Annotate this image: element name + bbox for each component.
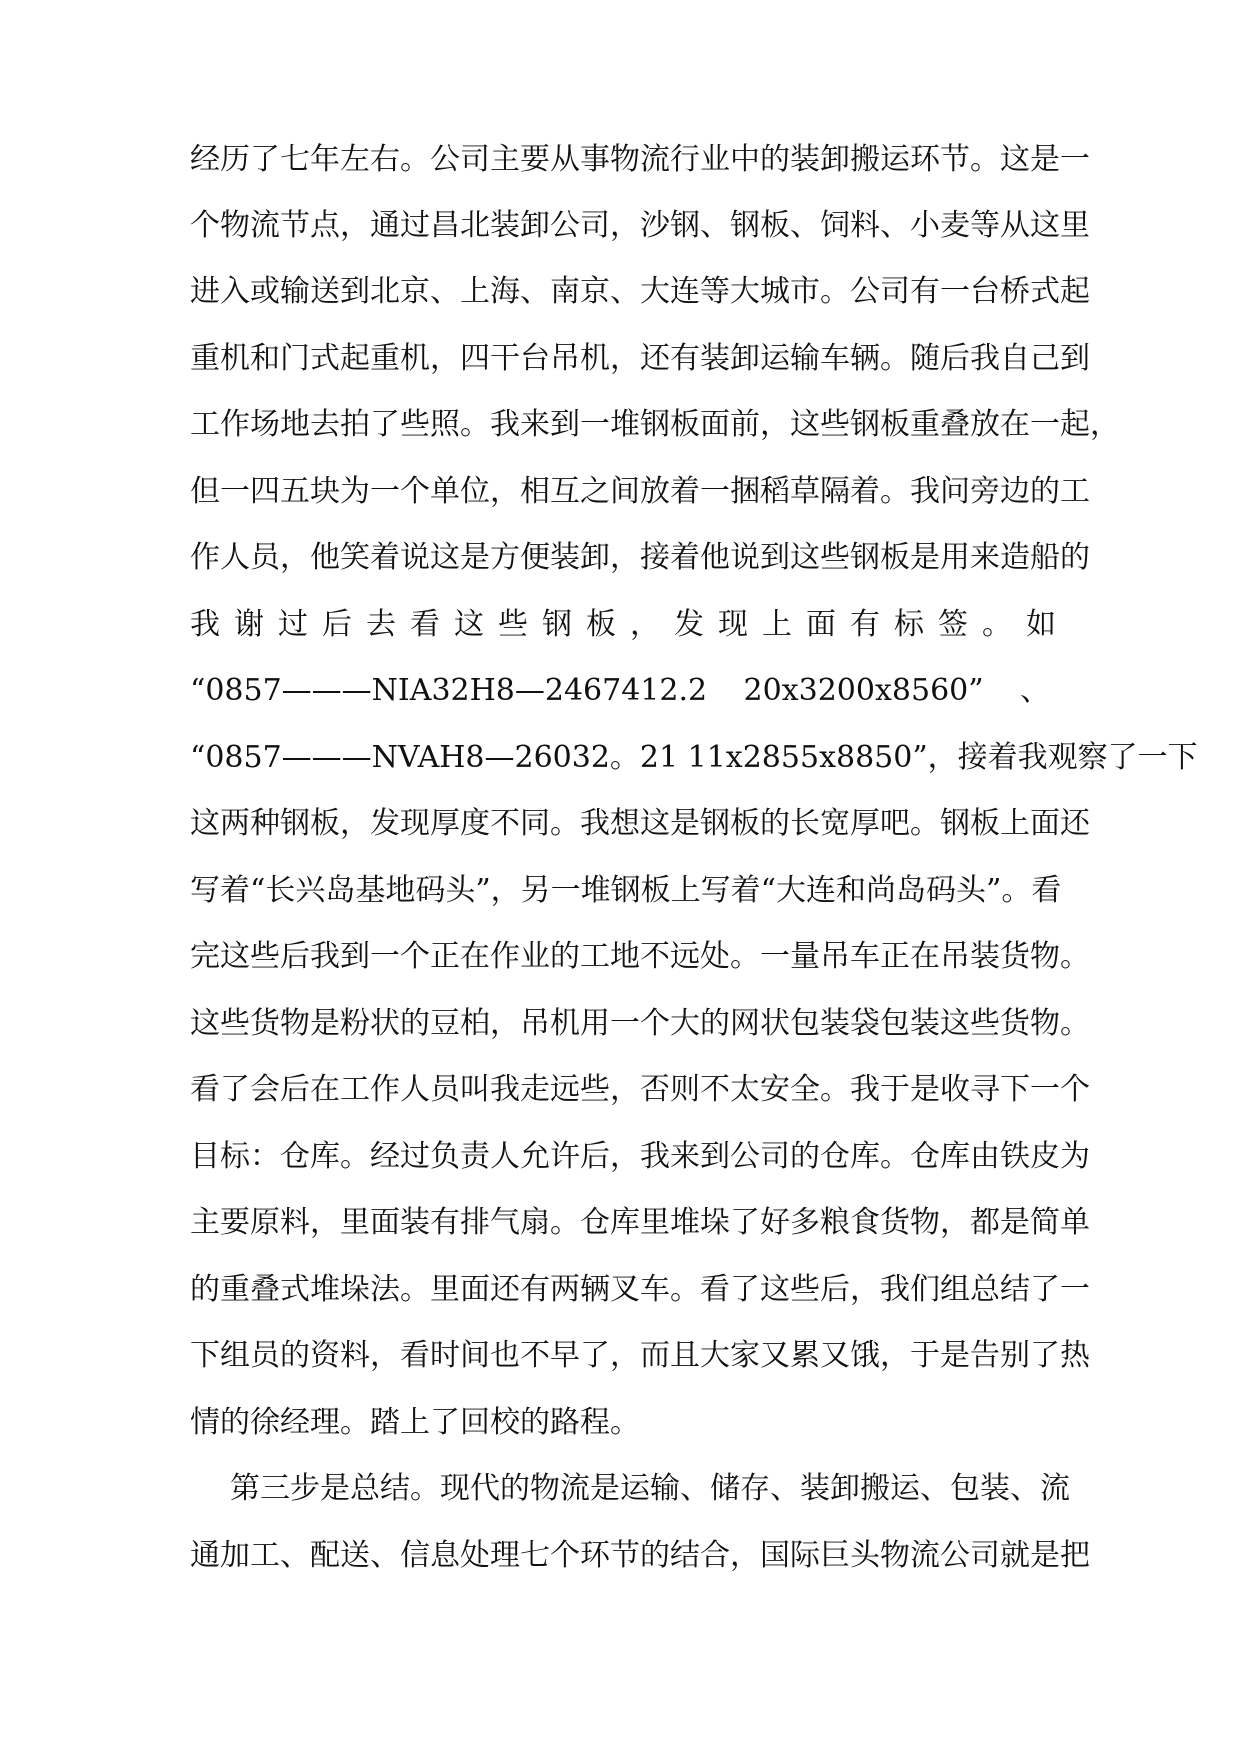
text-line: 情的徐经理。踏上了回校的路程。 bbox=[190, 1405, 640, 1440]
text-line: 下组员的资料，看时间也不早了，而且大家又累又饿，于是告别了热 bbox=[190, 1338, 1090, 1373]
text-line: 这两种钢板，发现厚度不同。我想这是钢板的长宽厚吧。钢板上面还 bbox=[190, 806, 1090, 841]
text-line-tag bbox=[190, 658, 1050, 724]
paragraph-first-line: 第三步是总结。现代的物流是运输、储存、装卸搬运、包装、流 bbox=[230, 1471, 1070, 1506]
text-line: 工作场地去拍了些照。我来到一堆钢板面前，这些钢板重叠放在一起， bbox=[190, 407, 1120, 442]
text-line: 但一四五块为一个单位，相互之间放着一捆稻草隔着。我问旁边的工 bbox=[190, 474, 1090, 509]
text-line: 经历了七年左右。公司主要从事物流行业中的装卸搬运环节。这是一 bbox=[190, 142, 1090, 177]
tag-code-1: “0857———NIA32H8—2467412.2 bbox=[190, 673, 708, 708]
text-line: 这些货物是粉状的豆柏，吊机用一个大的网状包装袋包装这些货物。 bbox=[190, 1006, 1090, 1041]
text-line: 我谢过后去看这些钢板，发现上面有标签。如 bbox=[190, 607, 1070, 642]
tag-dims-1: 20x3200x8560” bbox=[743, 673, 984, 708]
text-line: 写着“长兴岛基地码头”，另一堆钢板上写着“大连和尚岛码头”。看 bbox=[190, 873, 1062, 908]
tag-separator: 、 bbox=[1020, 673, 1050, 708]
text-line: 个物流节点，通过昌北装卸公司，沙钢、钢板、饲料、小麦等从这里 bbox=[190, 208, 1090, 243]
text-line: 通加工、配送、信息处理七个环节的结合，国际巨头物流公司就是把 bbox=[190, 1538, 1090, 1573]
text-line: 看了会后在工作人员叫我走远些，否则不太安全。我于是收寻下一个 bbox=[190, 1072, 1090, 1107]
text-line: 主要原料，里面装有排气扇。仓库里堆垛了好多粮食货物，都是简单 bbox=[190, 1205, 1090, 1240]
text-line: 重机和门式起重机，四干台吊机，还有装卸运输车辆。随后我自己到 bbox=[190, 341, 1090, 376]
text-line: 作人员，他笑着说这是方便装卸，接着他说到这些钢板是用来造船的 bbox=[190, 540, 1090, 575]
text-line: 目标：仓库。经过负责人允许后，我来到公司的仓库。仓库由铁皮为 bbox=[190, 1139, 1090, 1174]
text-line: 进入或输送到北京、上海、南京、大连等大城市。公司有一台桥式起 bbox=[190, 274, 1090, 309]
text-line: “0857———NVAH8—26032。21 11x2855x8850”，接着我观察了一下 bbox=[190, 740, 1198, 775]
text-line: 的重叠式堆垛法。里面还有两辆叉车。看了这些后，我们组总结了一 bbox=[190, 1272, 1090, 1307]
text-line: 完这些后我到一个正在作业的工地不远处。一量吊车正在吊装货物。 bbox=[190, 939, 1090, 974]
